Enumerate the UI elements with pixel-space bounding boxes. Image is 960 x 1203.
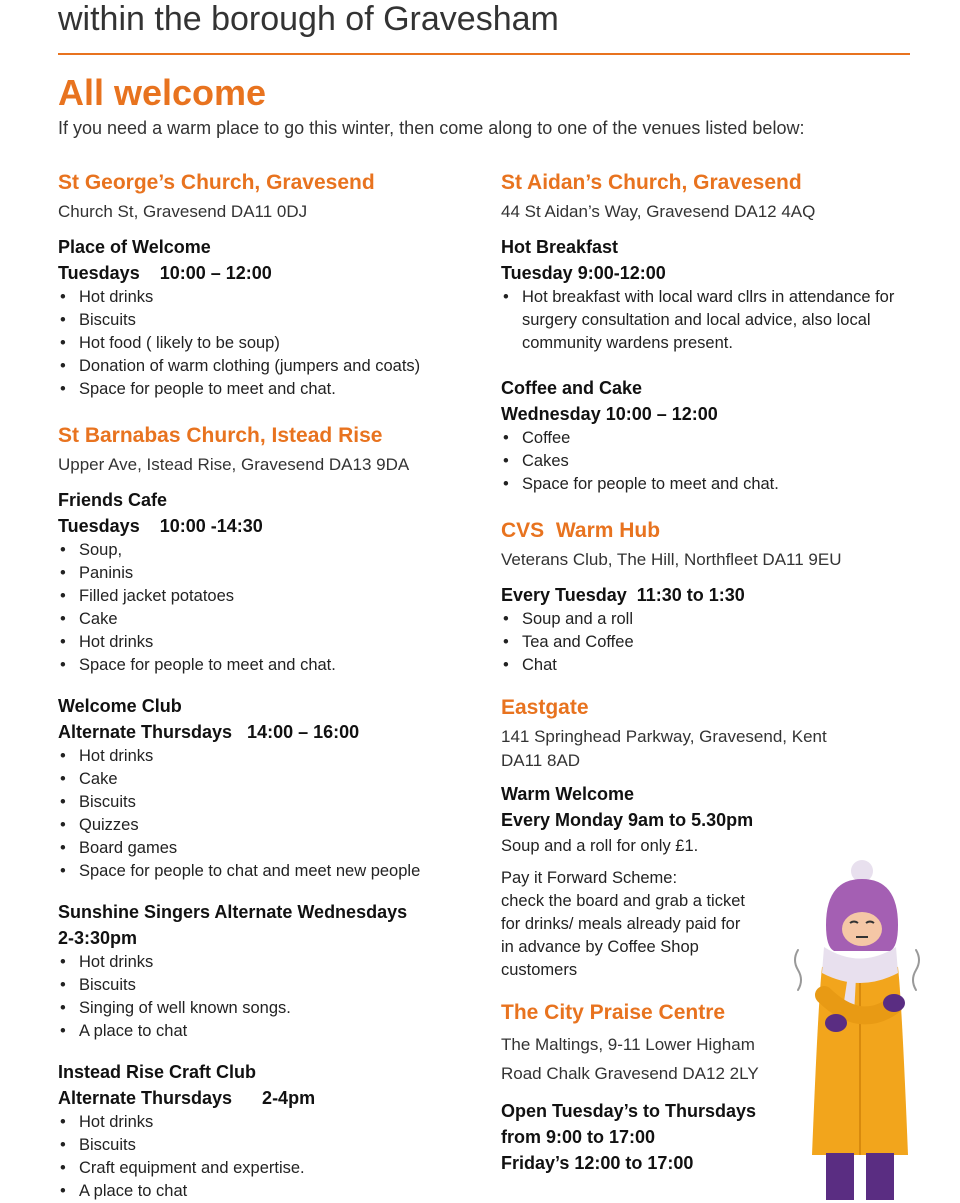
bullet-list xyxy=(58,539,488,677)
venue-address: 44 St Aidan’s Way, Gravesend DA12 4AQ xyxy=(501,202,816,221)
trousers-right xyxy=(866,1153,894,1200)
list-item: • Cake xyxy=(79,608,488,631)
venue-name: Eastgate xyxy=(501,696,589,719)
opening-time: from 9:00 to 17:00 xyxy=(501,1127,656,1147)
event-title: Sunshine Singers Alternate Wednesdays xyxy=(58,902,408,922)
event-time: 2-3:30pm xyxy=(58,928,138,948)
event-title: Friends Cafe xyxy=(58,490,168,510)
text-line: Pay it Forward Scheme: xyxy=(501,869,678,887)
trousers-left xyxy=(826,1153,854,1200)
text-line: in advance by Coffee Shop xyxy=(501,938,699,956)
list-item: • Hot food ( likely to be soup) xyxy=(79,332,488,355)
text-line: customers xyxy=(501,961,578,979)
event-time: Tuesdays 10:00 -14:30 xyxy=(58,516,263,536)
event-title: Place of Welcome xyxy=(58,237,211,257)
opening-time: Open Tuesday’s to Thursdays xyxy=(501,1101,757,1121)
address-line: The Maltings, 9-11 Lower Higham xyxy=(501,1035,755,1054)
event-title: Instead Rise Craft Club xyxy=(58,1062,257,1082)
list-item: • Space for people to meet and chat. xyxy=(522,473,921,496)
event-time: Tuesday 9:00-12:00 xyxy=(501,263,666,283)
bullet-list xyxy=(58,951,488,1043)
list-item: • Cake xyxy=(79,768,488,791)
list-item: • Quizzes xyxy=(79,814,488,837)
cold-person-illustration xyxy=(790,855,930,1200)
venue-name: St Barnabas Church, Istead Rise xyxy=(58,424,383,447)
header-rule xyxy=(58,53,910,55)
list-item: • Donation of warm clothing (jumpers and coats) xyxy=(79,355,488,378)
bullet-list xyxy=(58,1111,488,1203)
event-time: Wednesday 10:00 – 12:00 xyxy=(501,404,718,424)
list-item: • Hot drinks xyxy=(79,745,488,768)
list-item: • Hot breakfast with local ward cllrs in attendance for surgery consultation and local advice, also local community wardens present. xyxy=(522,286,902,355)
list-item: • Filled jacket potatoes xyxy=(79,585,488,608)
glove xyxy=(883,994,905,1012)
venue-address: Veterans Club, The Hill, Northfleet DA11 9EU xyxy=(501,550,842,569)
glove xyxy=(825,1014,847,1032)
price-note: Soup and a roll for only £1. xyxy=(501,837,699,855)
event-title: Welcome Club xyxy=(58,696,182,716)
address-line: DA11 8AD xyxy=(501,751,581,770)
list-item: • Chat xyxy=(522,654,921,677)
venue-address: Church St, Gravesend DA11 0DJ xyxy=(58,202,308,221)
venue-name: CVS Warm Hub xyxy=(501,519,661,542)
text-line: check the board and grab a ticket xyxy=(501,892,745,910)
event-time: Every Monday 9am to 5.30pm xyxy=(501,810,754,830)
text-line: for drinks/ meals already paid for xyxy=(501,915,741,933)
event-time: Every Tuesday 11:30 to 1:30 xyxy=(501,585,745,605)
list-item: • Board games xyxy=(79,837,488,860)
venue-address: Upper Ave, Istead Rise, Gravesend DA13 9DA xyxy=(58,455,410,474)
list-item: • Biscuits xyxy=(79,1134,488,1157)
list-item: • Tea and Coffee xyxy=(522,631,921,654)
bullet-list xyxy=(501,427,921,496)
opening-time: Friday’s 12:00 to 17:00 xyxy=(501,1153,694,1173)
hat-pompom xyxy=(851,860,873,882)
page-title: All welcome xyxy=(58,72,267,113)
scarf xyxy=(822,947,898,983)
venue-name: St George’s Church, Gravesend xyxy=(58,171,375,194)
event-time: Tuesdays 10:00 – 12:00 xyxy=(58,263,272,283)
list-item: • Cakes xyxy=(522,450,921,473)
bullet-list xyxy=(501,608,921,677)
event-title: Coffee and Cake xyxy=(501,378,643,398)
list-item: • Soup, xyxy=(79,539,488,562)
venue-st-aidans xyxy=(501,168,921,496)
venue-name: The City Praise Centre xyxy=(501,1001,726,1024)
venue-address xyxy=(501,725,921,773)
list-item: • Craft equipment and expertise. xyxy=(79,1157,488,1180)
list-item: • A place to chat xyxy=(79,1180,488,1203)
event-title: Hot Breakfast xyxy=(501,237,619,257)
venue-name: St Aidan’s Church, Gravesend xyxy=(501,171,802,194)
left-column xyxy=(58,168,488,1203)
list-item: • Singing of well known songs. xyxy=(79,997,488,1020)
face xyxy=(842,912,882,946)
venue-cvs-warm-hub xyxy=(501,516,921,677)
event-time: Alternate Thursdays 2-4pm xyxy=(58,1088,316,1108)
address-line: 141 Springhead Parkway, Gravesend, Kent xyxy=(501,727,827,746)
intro-text: If you need a warm place to go this winter, then come along to one of the venues listed below: xyxy=(58,118,805,138)
bullet-list xyxy=(58,286,488,401)
address-line: Road Chalk Gravesend DA12 2LY xyxy=(501,1064,759,1083)
list-item: • A place to chat xyxy=(79,1020,488,1043)
bullet-list xyxy=(58,745,488,883)
list-item: • Hot drinks xyxy=(79,1111,488,1134)
list-item: • Biscuits xyxy=(79,791,488,814)
list-item: • Space for people to meet and chat. xyxy=(79,654,488,677)
list-item: • Coffee xyxy=(522,427,921,450)
venue-st-georges xyxy=(58,168,488,401)
list-item: • Paninis xyxy=(79,562,488,585)
venue-st-barnabas xyxy=(58,421,488,1203)
list-item: • Hot drinks xyxy=(79,631,488,654)
list-item: • Space for people to chat and meet new people xyxy=(79,860,488,883)
event-time: Alternate Thursdays 14:00 – 16:00 xyxy=(58,722,360,742)
list-item: • Biscuits xyxy=(79,309,488,332)
list-item: • Biscuits xyxy=(79,974,488,997)
list-item: • Hot drinks xyxy=(79,951,488,974)
bullet-list xyxy=(501,286,902,355)
event-title: Warm Welcome xyxy=(501,784,635,804)
header-subtitle: within the borough of Gravesham xyxy=(58,0,559,38)
list-item: • Space for people to meet and chat. xyxy=(79,378,488,401)
list-item: • Soup and a roll xyxy=(522,608,921,631)
list-item: • Hot drinks xyxy=(79,286,488,309)
